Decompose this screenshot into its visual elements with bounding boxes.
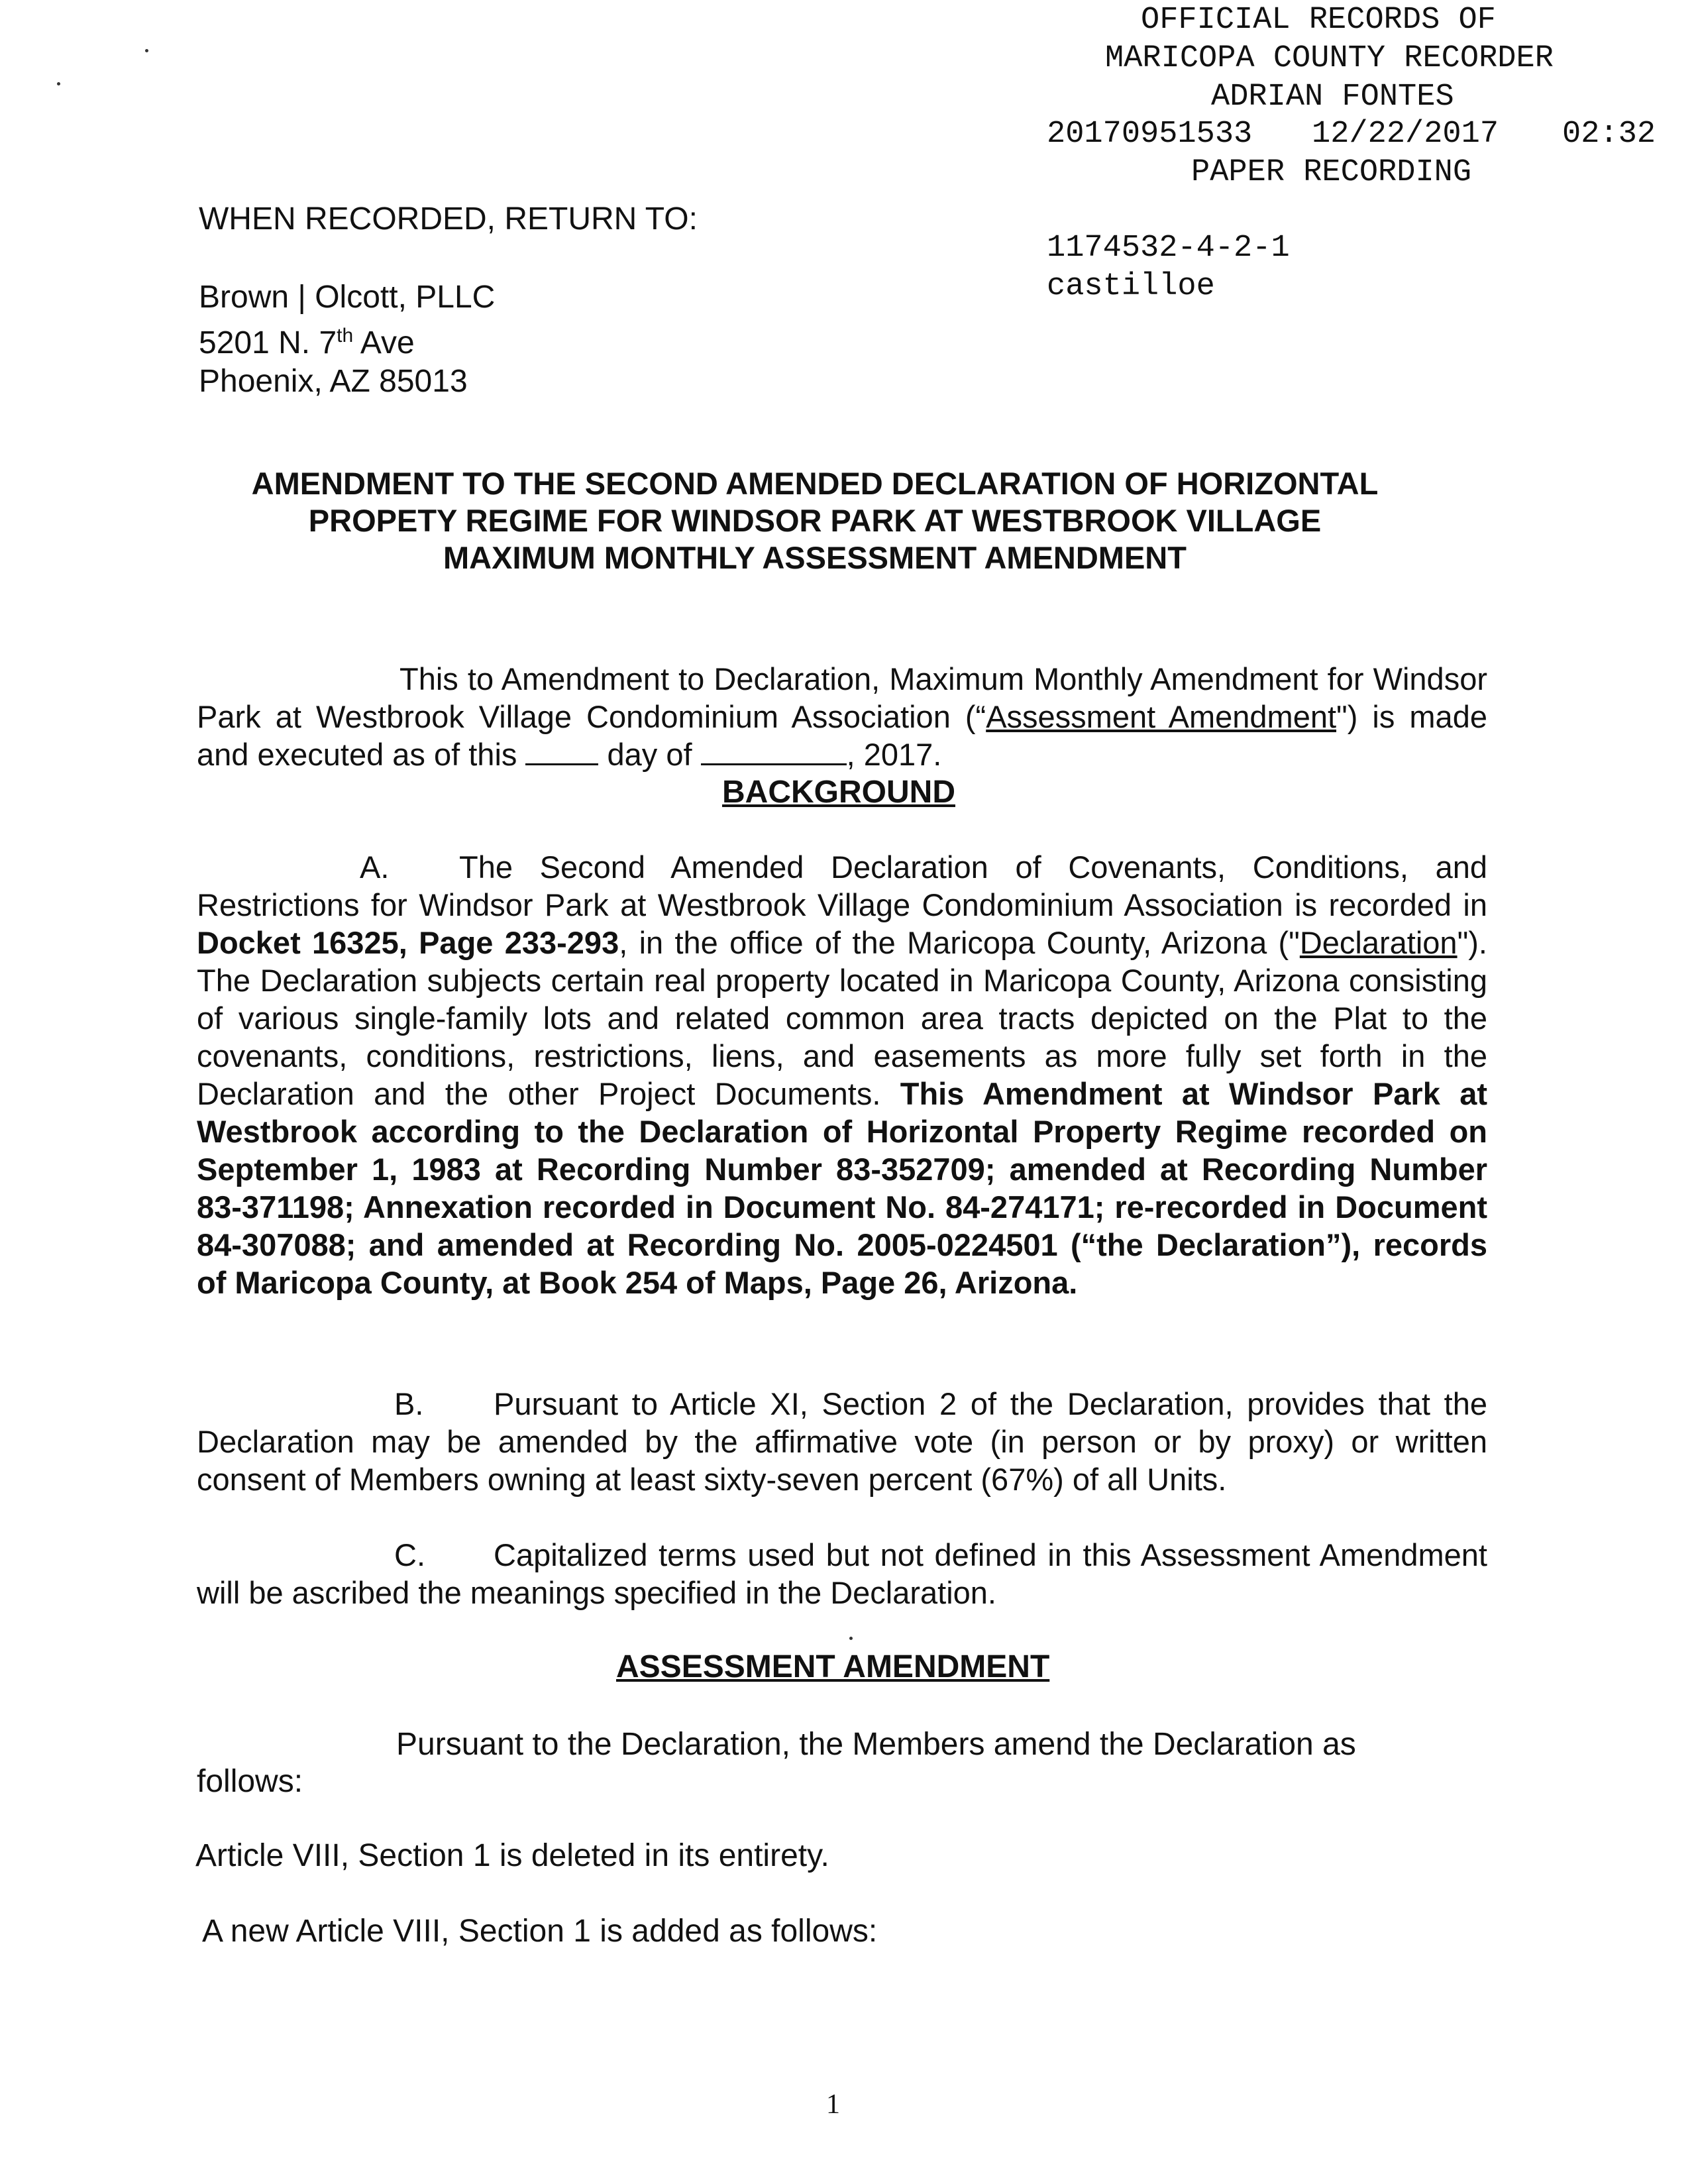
stamp-line-1: OFFICIAL RECORDS OF <box>1141 3 1496 38</box>
title-line-2: PROPETY REGIME FOR WINDSOR PARK AT WESTBROOK VILLAGE <box>308 503 1322 538</box>
address-street: Ave <box>353 325 415 360</box>
stamp-line-2: MARICOPA COUNTY RECORDER <box>1105 41 1554 76</box>
document-title <box>166 465 1464 576</box>
scan-speck <box>849 1637 853 1640</box>
stamp-line-3: ADRIAN FONTES <box>1211 80 1454 115</box>
paragraph-a-letter: A. <box>360 849 390 885</box>
paragraph-a-text-2: , in the office of the Maricopa County, Arizona (" <box>619 925 1300 960</box>
paragraph-c-letter: C. <box>394 1537 425 1572</box>
intro-defined-term: Assessment Amendment <box>986 699 1337 734</box>
paragraph-a <box>197 848 1487 1301</box>
return-to-firm: Brown | Olcott, PLLC <box>199 280 496 315</box>
stamp-ref-code: 1174532-4-2-1 <box>1047 231 1290 266</box>
page-number: 1 <box>826 2089 840 2120</box>
paragraph-a-text-3: "). The Declaration subjects certain real property located in Maricopa County, Arizona consisting of various single-family lots and related common area tracts depicted on the Plat to the covenants, conditions, restrictions, liens, and easements as more fully set forth in the Declaration and the other Project Documents. <box>197 925 1487 1111</box>
background-heading: BACKGROUND <box>722 775 955 810</box>
docket-reference: Docket 16325, Page 233-293 <box>197 925 619 960</box>
article-deleted-line: Article VIII, Section 1 is deleted in its entirety. <box>195 1838 829 1873</box>
address-number: 5201 N. 7 <box>199 325 337 360</box>
stamp-clerk: castilloe <box>1047 269 1215 304</box>
article-added-line: A new Article VIII, Section 1 is added as follows: <box>202 1914 878 1949</box>
stamp-date: 12/22/2017 <box>1312 117 1499 152</box>
return-to-city: Phoenix, AZ 85013 <box>199 364 468 399</box>
intro-text-1: This to Amendment to Declaration, Maximum Monthly Amendment for Windsor Park at Westbrook Village Condominium Association (“ <box>197 661 1487 734</box>
day-blank <box>525 763 598 765</box>
paragraph-c-text: Capitalized terms used but not defined in this Assessment Amendment will be ascribed the meanings specified in the Declaration. <box>197 1537 1487 1610</box>
stamp-line-5: PAPER RECORDING <box>1191 155 1472 190</box>
paragraph-c <box>197 1536 1487 1611</box>
paragraph-a-text-1: The Second Amended Declaration of Covenants, Conditions, and Restrictions for Windsor Park at Westbrook Village Condominium Association is recorded in <box>197 849 1487 922</box>
assessment-amendment-heading: ASSESSMENT AMENDMENT <box>616 1649 1050 1684</box>
return-to-heading: WHEN RECORDED, RETURN TO: <box>199 201 698 237</box>
intro-text-2: ") is made and executed as of this <box>197 699 1487 772</box>
title-line-1: AMENDMENT TO THE SECOND AMENDED DECLARATION OF HORIZONTAL <box>251 466 1379 501</box>
return-to-address <box>199 317 698 362</box>
stamp-doc-number: 20170951533 <box>1047 117 1253 152</box>
paragraph-b <box>197 1385 1487 1498</box>
paragraph-b-letter: B. <box>394 1386 424 1421</box>
intro-paragraph <box>197 660 1487 773</box>
pursuant-line-1: Pursuant to the Declaration, the Members amend the Declaration as <box>396 1727 1356 1762</box>
pursuant-line-2: follows: <box>197 1764 303 1799</box>
stamp-time: 02:32 <box>1562 117 1656 152</box>
month-blank <box>701 763 847 765</box>
intro-text-3: day of <box>598 737 701 772</box>
declaration-defined-term: Declaration <box>1299 925 1458 960</box>
recording-references: This Amendment at Windsor Park at Westbrook according to the Declaration of Horizontal Property Regime recorded on September 1, 1983 at Recording Number 83-352709; amended at Recording Number 83-371198; Annexation recorded in Document No. 84-274171; re-recorded in Document 84-307088; and amended at Recording No. 2005-0224501 (“the Declaration”), records of Maricopa County, at Book 254 of Maps, Page 26, Arizona. <box>197 1076 1487 1300</box>
paragraph-b-text: Pursuant to Article XI, Section 2 of the Declaration, provides that the Declaration may be amended by the affirmative vote (in person or by proxy) or written consent of Members owning at least sixty-seven percent (67%) of all Units. <box>197 1386 1487 1497</box>
intro-text-4: , 2017. <box>846 737 942 772</box>
address-ordinal: th <box>337 325 354 347</box>
return-to-block <box>199 200 698 401</box>
title-line-3: MAXIMUM MONTHLY ASSESSMENT AMENDMENT <box>443 540 1187 575</box>
